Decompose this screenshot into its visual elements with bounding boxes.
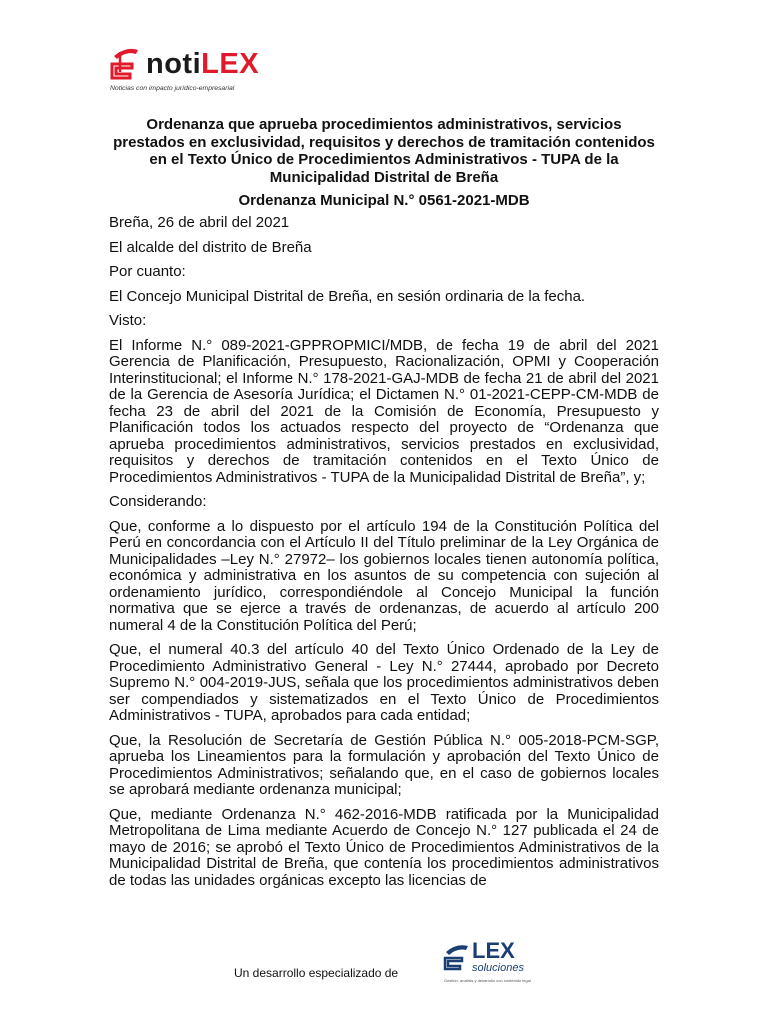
document-paragraph: Considerando: <box>109 493 207 510</box>
brand-tagline: Noticias con impacto jurídico-empresarial <box>110 85 235 92</box>
document-body <box>109 116 659 897</box>
document-paragraph: Que, la Resolución de Secretaría de Gestión Pública N.° 005-2018-PCM-SGP, aprueba los Lineamientos para la formulación y aprobación del Texto Único de Procedimientos Administrativos; señalando que, en el caso de gobiernos locales se aprobará mediante ordenanza municipal; <box>109 731 659 798</box>
footer-brand: LEX <box>472 938 515 963</box>
document-paragraph: Breña, 26 de abril del 2021 <box>109 214 290 231</box>
document-paragraph: Visto: <box>109 312 147 329</box>
brand-name <box>146 48 259 80</box>
footer-brand-small: Gestión, análisis y desarrollo con contenido legal <box>444 978 531 983</box>
paragraph-list <box>109 215 659 889</box>
document-title: Ordenanza que aprueba procedimientos administrativos, servicios prestados en exclusividad, requisitos y derechos de tramitación contenidos en el Texto Único de Procedimientos Administrativos - TUPA de la Municipalidad Distrital de Breña <box>113 116 655 186</box>
brand-prefix: noti <box>146 48 202 80</box>
notilex-mark-icon <box>108 42 144 84</box>
document-paragraph: Que, conforme a lo dispuesto por el artículo 194 de la Constitución Política del Perú en concordancia con el Artículo II del Título preliminar de la Ley Orgánica de Municipalidades –Ley N.° 27972– los gobiernos locales tienen autonomía política, económica y administrativa en los asuntos de su competencia con sujeción al ordenamiento jurídico, correspondiéndole al Concejo Municipal la función normativa que se ejerce a través de ordenanzas, de acuerdo al artículo 200 numeral 4 de la Constitución Política del Perú; <box>109 517 659 634</box>
document-paragraph: Por cuanto: <box>109 263 186 280</box>
lex-mark-icon <box>442 940 472 974</box>
notilex-logo <box>108 40 288 100</box>
document-subtitle: Ordenanza Municipal N.° 0561-2021-MDB <box>238 192 530 209</box>
document-paragraph: El Concejo Municipal Distrital de Breña, en sesión ordinaria de la fecha. <box>109 287 586 305</box>
lex-soluciones-logo <box>442 938 542 994</box>
document-paragraph: El Informe N.° 089-2021-GPPROPMICI/MDB, de fecha 19 de abril del 2021 Gerencia de Planificación, Presupuesto, Racionalización, OPMI y Cooperación Interinstitucional; el Informe N.° 178-2021-GAJ-MDB de fecha 21 de abril del 2021 de la Gerencia de Asesoría Jurídica; el Dictamen N.° 01-2021-CEPP-CM-MDB de fecha 23 de abril del 2021 de la Comisión de Economía, Presupuesto y Planificación todos los actuados respecto del proyecto de “Ordenanza que aprueba procedimientos administrativos, servicios prestados en exclusividad, requisitos y derechos de tramitación contenidos en el Texto Único de Procedimientos Administrativos - TUPA de la Municipalidad Distrital de Breña”, y; <box>109 336 659 486</box>
document-paragraph: Que, el numeral 40.3 del artículo 40 del Texto Único Ordenado de la Ley de Procedimiento Administrativo General - Ley N.° 27444, aprobado por Decreto Supremo N.° 004-2019-JUS, señala que los procedimientos administrativos deben ser compendiados y sistematizados en el Texto Único de Procedimientos Administrativos - TUPA, aprobados para cada entidad; <box>109 641 659 724</box>
document-paragraph: El alcalde del distrito de Breña <box>109 238 312 256</box>
footer <box>0 938 768 998</box>
footer-brand-sub: soluciones <box>472 962 524 974</box>
footer-text: Un desarrollo especializado de <box>234 966 399 980</box>
brand-suffix: LEX <box>201 48 260 80</box>
document-paragraph: Que, mediante Ordenanza N.° 462-2016-MDB ratificada por la Municipalidad Metropolitana de Lima mediante Acuerdo de Concejo N.° 127 publicada el 24 de mayo de 2016; se aprobó el Texto Único de Procedimientos Administrativos de la Municipalidad Distrital de Breña, que contenía los procedimientos administrativos de todas las unidades orgánicas excepto las licencias de <box>109 805 659 889</box>
